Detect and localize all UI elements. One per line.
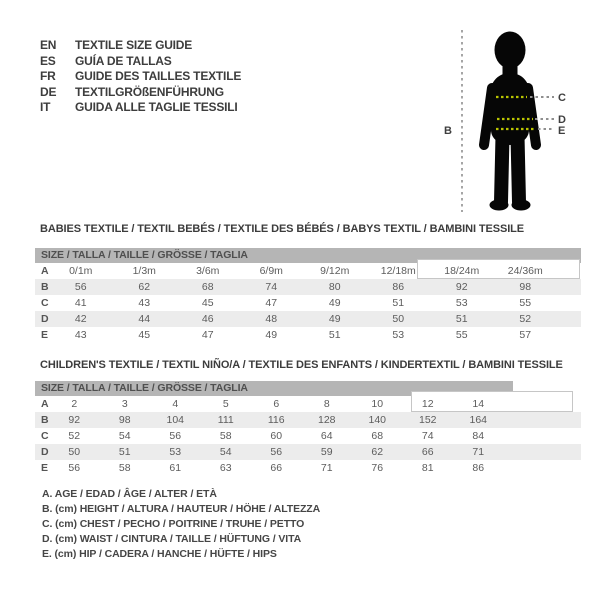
language-code: FR bbox=[40, 69, 56, 83]
table-cell: 6/9m bbox=[259, 265, 283, 277]
table-cell: 62 bbox=[138, 281, 151, 293]
table-cell: 68 bbox=[201, 281, 214, 293]
table-cell: 4 bbox=[172, 398, 179, 410]
babies-table-body bbox=[35, 263, 581, 343]
language-code: IT bbox=[40, 100, 51, 114]
measurement-legend bbox=[42, 487, 320, 562]
language-code: ES bbox=[40, 53, 56, 68]
legend-height: B. (cm) HEIGHT / ALTURA / HAUTEUR / HÖHE / ALTEZZA bbox=[42, 503, 321, 515]
table-cell: 46 bbox=[201, 313, 214, 325]
children-table-body bbox=[35, 396, 581, 476]
row-label: A bbox=[41, 265, 49, 277]
table-cell: 47 bbox=[201, 329, 214, 341]
row-label: D bbox=[41, 446, 49, 458]
table-cell: 71 bbox=[320, 462, 333, 474]
table-cell: 1/3m bbox=[132, 265, 156, 277]
table-cell: 53 bbox=[392, 329, 405, 341]
table-cell: 24/36m bbox=[507, 265, 543, 277]
table-cell: 43 bbox=[74, 329, 87, 341]
table-cell: 45 bbox=[201, 297, 214, 309]
table-cell: 164 bbox=[469, 414, 488, 426]
chest-label: C bbox=[558, 92, 566, 104]
language-title: GUÍA DE TALLAS bbox=[75, 53, 172, 68]
table-cell: 128 bbox=[317, 414, 336, 426]
table-cell: 51 bbox=[455, 313, 468, 325]
table-cell: 14 bbox=[472, 398, 485, 410]
table-row-a bbox=[35, 396, 581, 412]
row-label: B bbox=[41, 414, 49, 426]
table-cell: 53 bbox=[169, 446, 182, 458]
table-cell: 51 bbox=[328, 329, 341, 341]
legend-age: A. AGE / EDAD / ÂGE / ALTER / ETÀ bbox=[42, 488, 217, 500]
table-cell: 111 bbox=[217, 414, 234, 426]
babies-section-title: BABIES TEXTILE / TEXTIL BEBÉS / TEXTILE DES BÉBÉS / BABYS TEXTIL / BAMBINI TESSILE bbox=[40, 223, 525, 235]
table-cell: 51 bbox=[118, 446, 131, 458]
legend-chest: C. (cm) CHEST / PECHO / POITRINE / TRUHE / PETTO bbox=[42, 518, 305, 530]
table-cell: 52 bbox=[68, 430, 81, 442]
table-cell: 116 bbox=[267, 414, 285, 426]
table-cell: 57 bbox=[519, 329, 532, 341]
table-cell: 56 bbox=[74, 281, 87, 293]
table-cell: 86 bbox=[472, 462, 485, 474]
table-cell: 56 bbox=[270, 446, 283, 458]
table-cell: 56 bbox=[169, 430, 182, 442]
table-cell: 60 bbox=[270, 430, 283, 442]
table-cell: 98 bbox=[118, 414, 131, 426]
table-cell: 98 bbox=[519, 281, 532, 293]
table-cell: 54 bbox=[118, 430, 131, 442]
measurement-figure bbox=[430, 8, 590, 218]
table-row-e bbox=[35, 327, 581, 343]
table-cell: 55 bbox=[519, 297, 532, 309]
table-cell: 152 bbox=[418, 414, 437, 426]
table-cell: 5 bbox=[222, 398, 229, 410]
row-label: C bbox=[41, 430, 49, 442]
table-row-a bbox=[35, 263, 581, 279]
table-cell: 3 bbox=[121, 398, 128, 410]
table-cell: 62 bbox=[371, 446, 384, 458]
table-cell: 84 bbox=[472, 430, 485, 442]
table-row-e bbox=[35, 460, 581, 476]
waist-label: D bbox=[558, 114, 566, 126]
table-cell: 58 bbox=[118, 462, 131, 474]
table-cell: 44 bbox=[138, 313, 151, 325]
table-row-c bbox=[35, 428, 581, 444]
table-cell: 58 bbox=[219, 430, 232, 442]
table-header-bar: SIZE / TALLA / TAILLE / GRÖSSE / TAGLIA bbox=[35, 248, 581, 263]
table-cell: 74 bbox=[421, 430, 434, 442]
table-cell: 86 bbox=[392, 281, 405, 293]
row-label: E bbox=[41, 462, 49, 474]
table-cell: 0/1m bbox=[69, 265, 93, 277]
table-cell: 49 bbox=[328, 297, 341, 309]
table-cell: 50 bbox=[392, 313, 405, 325]
hip-label: E bbox=[558, 125, 566, 137]
language-row-de bbox=[40, 85, 241, 101]
table-cell: 140 bbox=[368, 414, 387, 426]
table-cell: 92 bbox=[455, 281, 468, 293]
children-section-title: CHILDREN'S TEXTILE / TEXTIL NIÑO/A / TEXTILE DES ENFANTS / KINDERTEXTIL / BAMBINI TESSILE bbox=[40, 359, 563, 371]
table-cell: 56 bbox=[68, 462, 81, 474]
table-cell: 43 bbox=[138, 297, 151, 309]
child-silhouette bbox=[484, 32, 536, 211]
table-cell: 41 bbox=[74, 297, 87, 309]
table-row-b bbox=[35, 279, 581, 295]
language-title: TEXTILE SIZE GUIDE bbox=[75, 38, 193, 52]
language-code: DE bbox=[40, 84, 57, 99]
row-label: D bbox=[41, 313, 49, 325]
children-size-table bbox=[35, 381, 581, 476]
table-row-b bbox=[35, 412, 581, 428]
table-cell: 48 bbox=[265, 313, 278, 325]
language-row-es bbox=[40, 54, 241, 70]
language-title: TEXTILGRÖßENFÜHRUNG bbox=[75, 84, 224, 99]
table-cell: 52 bbox=[519, 313, 532, 325]
language-row-it bbox=[40, 100, 241, 116]
row-label: C bbox=[41, 297, 49, 309]
table-cell: 18/24m bbox=[444, 265, 480, 277]
table-cell: 45 bbox=[138, 329, 151, 341]
table-cell: 49 bbox=[265, 329, 278, 341]
table-cell: 81 bbox=[421, 462, 434, 474]
table-cell: 3/6m bbox=[196, 265, 220, 277]
table-cell: 63 bbox=[219, 462, 232, 474]
babies-size-table bbox=[35, 248, 581, 343]
table-cell: 64 bbox=[320, 430, 333, 442]
table-cell: 74 bbox=[265, 281, 278, 293]
table-cell: 6 bbox=[273, 398, 280, 410]
table-cell: 53 bbox=[455, 297, 468, 309]
table-cell: 54 bbox=[219, 446, 232, 458]
table-cell: 55 bbox=[455, 329, 468, 341]
row-label: A bbox=[41, 398, 49, 410]
language-row-fr bbox=[40, 69, 241, 85]
language-title: GUIDA ALLE TAGLIE TESSILI bbox=[75, 100, 238, 114]
table-cell: 59 bbox=[320, 446, 333, 458]
table-cell: 47 bbox=[265, 297, 278, 309]
table-cell: 42 bbox=[74, 313, 87, 325]
table-cell: 49 bbox=[328, 313, 341, 325]
table-cell: 71 bbox=[472, 446, 485, 458]
legend-waist: D. (cm) WAIST / CINTURA / TAILLE / HÜFTUNG / VITA bbox=[42, 533, 302, 545]
legend-hip: E. (cm) HIP / CADERA / HANCHE / HÜFTE / HIPS bbox=[42, 548, 277, 560]
language-code: EN bbox=[40, 38, 57, 52]
height-label: B bbox=[444, 125, 452, 137]
table-cell: 76 bbox=[371, 462, 384, 474]
table-cell: 66 bbox=[421, 446, 434, 458]
table-cell: 50 bbox=[68, 446, 81, 458]
language-row-en bbox=[40, 38, 241, 54]
table-cell: 80 bbox=[328, 281, 341, 293]
row-label: B bbox=[41, 281, 49, 293]
table-cell: 8 bbox=[323, 398, 330, 410]
language-title: GUIDE DES TAILLES TEXTILE bbox=[75, 69, 242, 83]
table-row-c bbox=[35, 295, 581, 311]
language-title-list bbox=[40, 38, 241, 116]
row-label: E bbox=[41, 329, 49, 341]
table-cell: 61 bbox=[169, 462, 182, 474]
table-row-d bbox=[35, 444, 581, 460]
table-row-d bbox=[35, 311, 581, 327]
table-cell: 66 bbox=[270, 462, 283, 474]
table-cell: 2 bbox=[71, 398, 78, 410]
table-cell: 9/12m bbox=[320, 265, 350, 277]
table-cell: 92 bbox=[68, 414, 81, 426]
table-cell: 68 bbox=[371, 430, 384, 442]
table-cell: 51 bbox=[392, 297, 405, 309]
child-silhouette-diagram bbox=[430, 8, 590, 218]
table-cell: 104 bbox=[166, 414, 185, 426]
table-cell: 12 bbox=[421, 398, 434, 410]
table-cell: 10 bbox=[371, 398, 384, 410]
table-header-bar: SIZE / TALLA / TAILLE / GRÖSSE / TAGLIA bbox=[35, 381, 513, 396]
table-cell: 12/18m bbox=[380, 265, 416, 277]
